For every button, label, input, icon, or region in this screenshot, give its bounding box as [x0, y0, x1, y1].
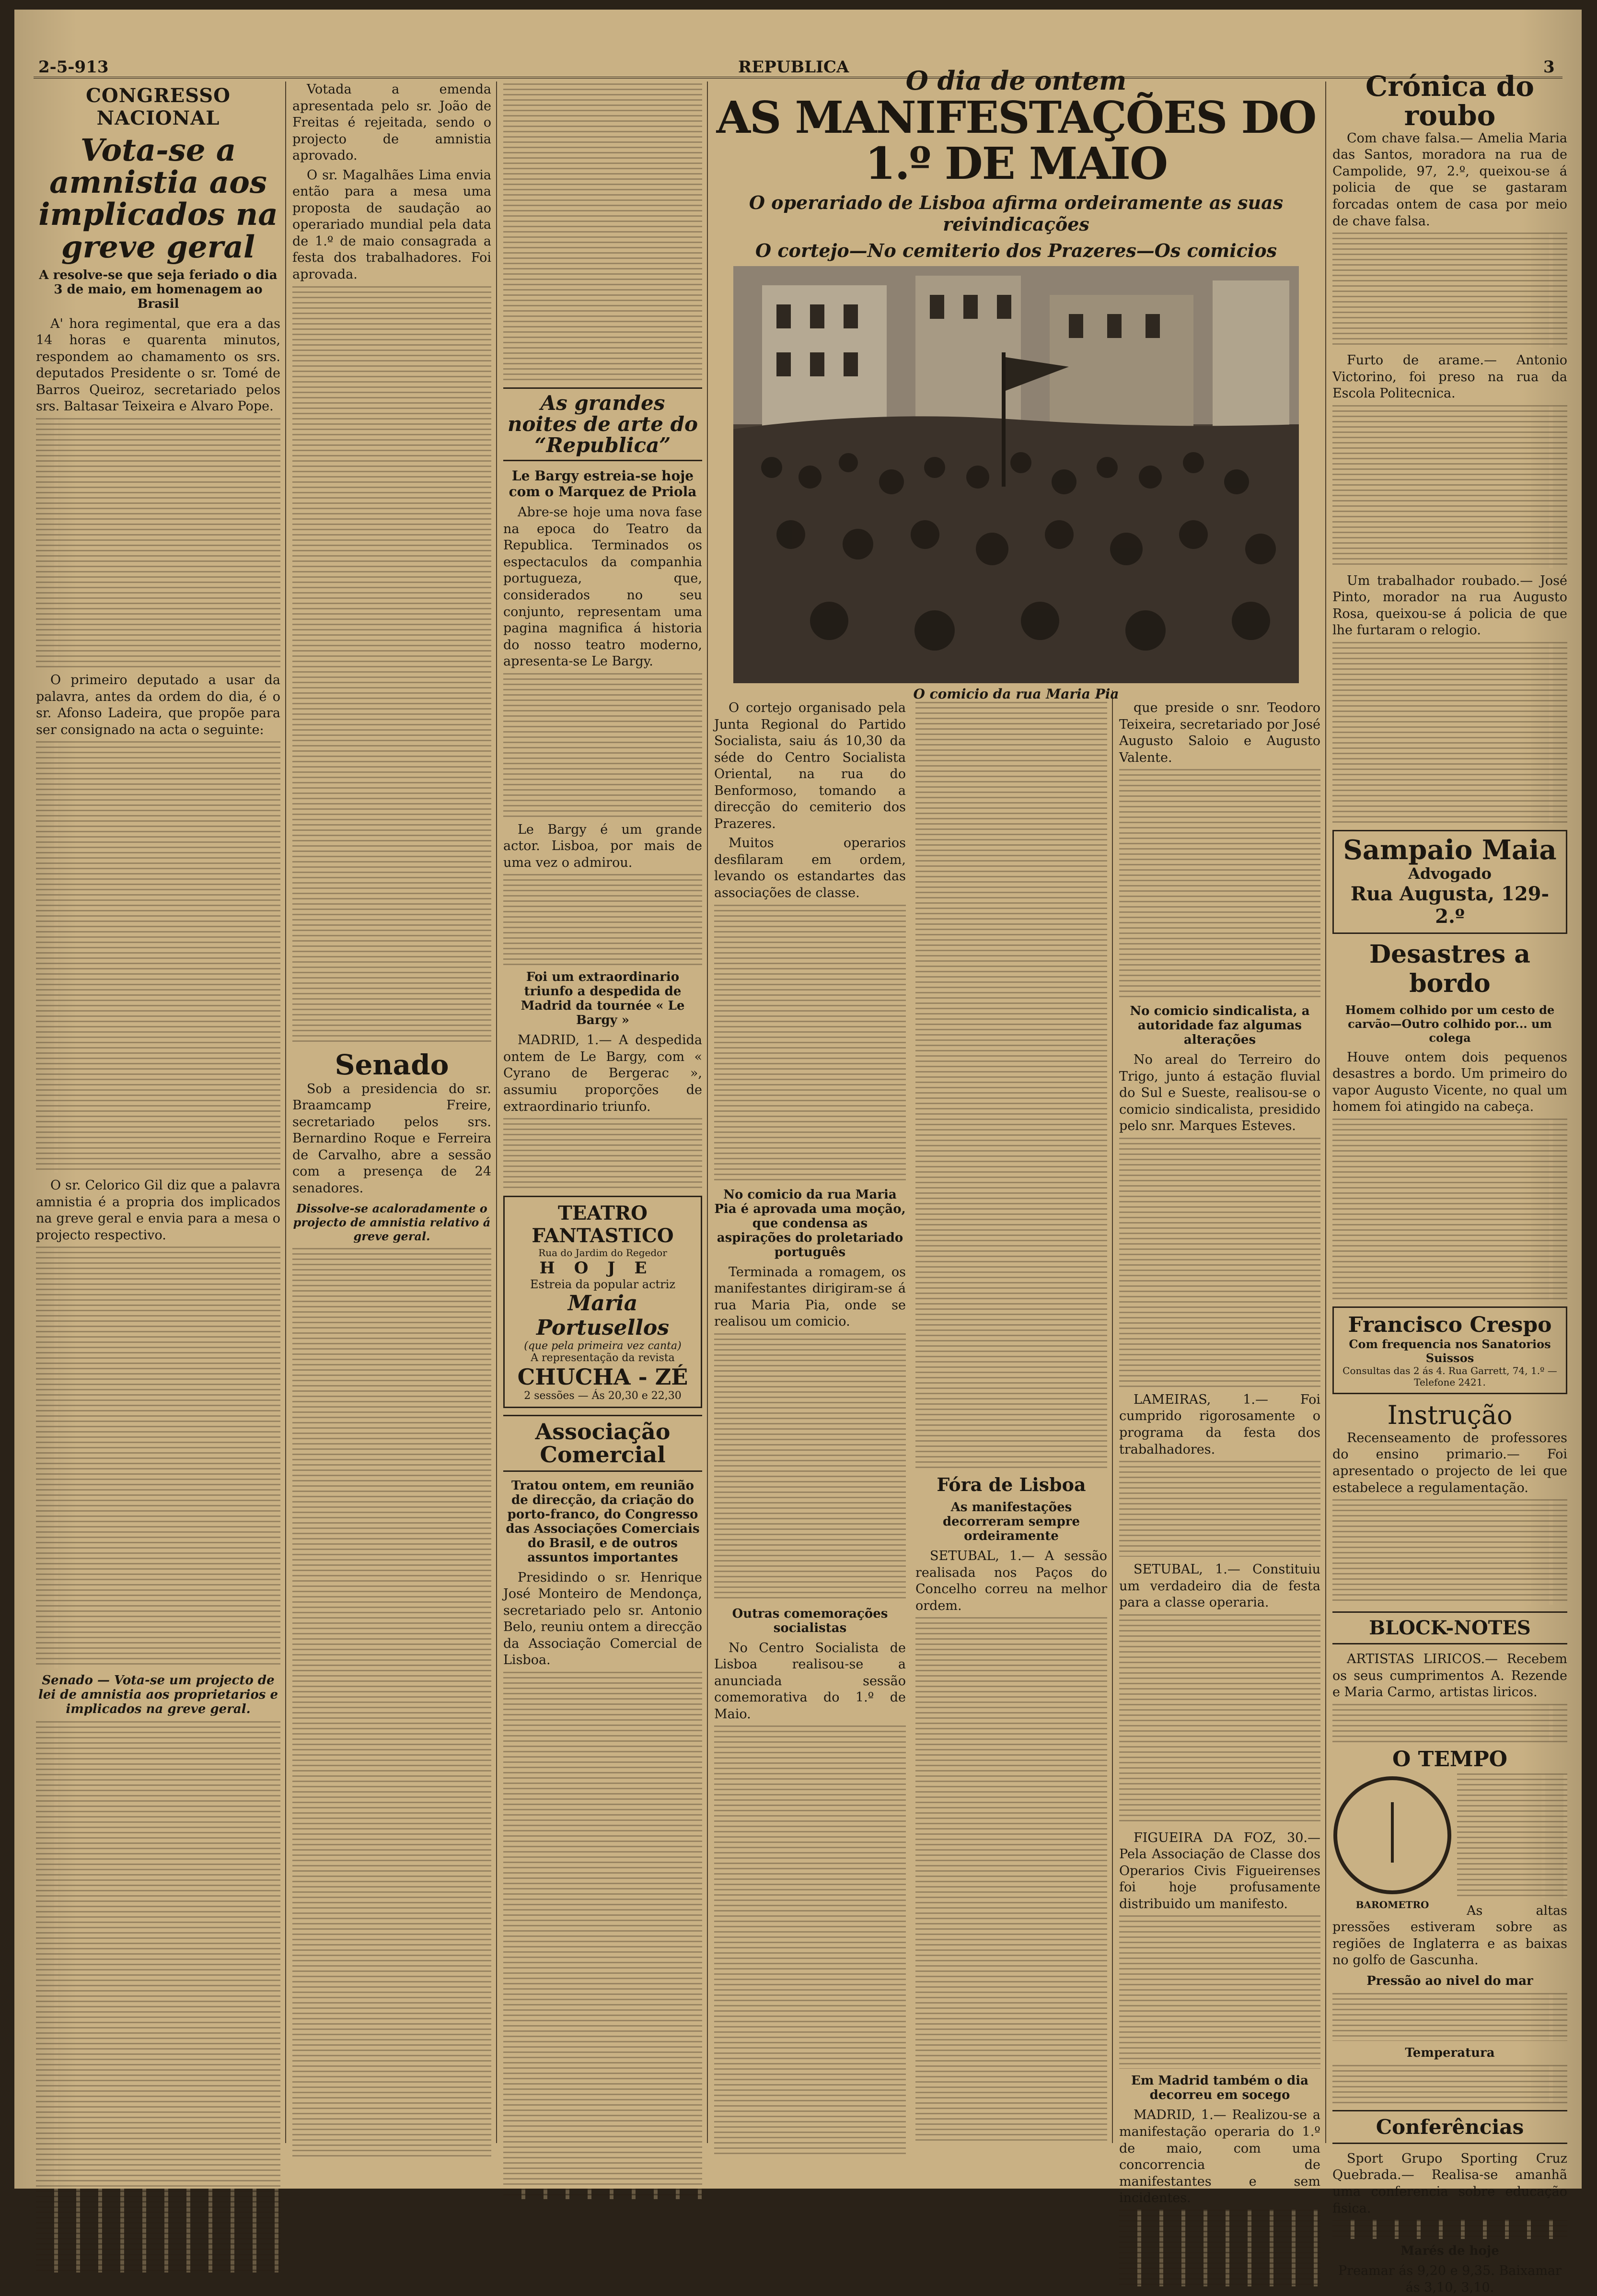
column-rule [707, 82, 708, 2143]
text-block [1332, 2220, 1567, 2239]
headline-conferencias: Conferências [1332, 2110, 1567, 2144]
tempo-text [1457, 1772, 1567, 1903]
barometer [1332, 1772, 1452, 1911]
theatre-note: (que pela primeira vez canta) [524, 1340, 682, 1352]
article-paragraph: Muitos operarios desfilaram em ordem, levando os estandartes das associações de classe. [714, 836, 906, 901]
text-block [1119, 769, 1320, 999]
column-6 [1332, 70, 1567, 2295]
text-block [915, 702, 1107, 1469]
text-block [292, 286, 491, 1044]
ad-sampaio-maia [1332, 830, 1567, 934]
column-4b [915, 700, 1107, 2149]
text-block [1119, 1614, 1320, 1825]
text-block [36, 1721, 280, 2273]
subheadline-temperatura: Temperatura [1405, 2045, 1495, 2060]
text-block [1119, 2210, 1320, 2286]
masthead-date: 2-5-913 [38, 58, 109, 77]
text-block [503, 673, 702, 817]
article-paragraph: Sob a presidencia do sr. Braamcamp Freire, secretariado pelos srs. Bernardino Roque e Ferreira de Carvalho, abre a sessão com a presença de 24 senadores. [292, 1081, 491, 1196]
subheadline-mares: Marés de hoje [1400, 2244, 1499, 2259]
subheadline: Dissolve-se acaloradamente o projecto de amnistia relativo á greve geral. [293, 1201, 491, 1244]
theatre-times: 2 sessões — Ás 20,30 e 22,30 [524, 1390, 682, 1402]
text-block [1332, 1499, 1567, 1605]
article-paragraph: Houve ontem dois pequenos desastres a bordo. Um primeiro do vapor Augusto Vicente, no qual um homem foi atingido na cabeça. [1332, 1049, 1567, 1115]
subheadline: Le Bargy estreia-se hoje com o Marquez de Priola [509, 468, 697, 500]
article-paragraph: O primeiro deputado a usar da palavra, antes da ordem do dia, é o sr. Afonso Ladeira, que propõe para ser consignado na acta o seguinte: [36, 673, 280, 737]
column-rule [285, 82, 286, 2143]
ad-text: Consultas das 2 ás 4. Rua Garrett, 74, 1.º — Telefone 2421. [1342, 1364, 1557, 1388]
article-paragraph: Abre-se hoje uma nova fase na epoca do Teatro da Republica. Terminados os espectaculos da companhia portugueza, que, considerados no seu conjunto, representam uma pagina magnifica á historia do nosso teatro moderno, apresenta-se Le Bargy. [503, 505, 702, 669]
text-block [1457, 1773, 1567, 1898]
article-paragraph: Presidindo o sr. Henrique José Monteiro de Mendonça, secretariado pelo sr. Antonio Belo, reuniu ontem a direcção da Associação Comercial de Lisboa. [503, 1570, 702, 1668]
subheadline: Outras comemorações socialistas [732, 1606, 888, 1635]
headline-amnistia: Vota-se a amnistia aos implicados na greve geral [38, 132, 278, 265]
article-paragraph: Le Bargy é um grande actor. Lisboa, por mais de uma vez o admirou. [503, 822, 702, 870]
banner-manifestacoes [714, 65, 1318, 702]
column-5 [1119, 700, 1320, 2206]
article-paragraph: O sr. Magalhães Lima envia então para a mesa uma proposta de saudação ao operariado mundial pela data de 1.º de maio consagrada a festa dos trabalhadores. Foi aprovada. [292, 167, 491, 282]
article-paragraph: As altas pressões estiveram sobre as regiões de Inglaterra e as baixas no golfo de Gascunha. [1332, 1903, 1567, 1968]
text-block [714, 1725, 906, 2157]
article-paragraph: Terminada a romagem, os manifestantes dirigiram-se á rua Maria Pia, onde se realisou um comicio. [714, 1264, 906, 1329]
theatre-ad [503, 1196, 702, 1408]
subheadline: No comicio sindicalista, a autoridade faz algumas alterações [1130, 1004, 1310, 1048]
article-paragraph: No Centro Socialista de Lisboa realisou-se a anunciada sessão comemorativa do 1.º de Maio. [714, 1640, 906, 1722]
ad-subtitle: Com frequencia nos Sanatorios Suissos [1349, 1337, 1551, 1365]
text-block [503, 83, 702, 381]
article-paragraph: O sr. Celorico Gil diz que a palavra amnistia é a propria dos implicados na greve geral e envia para a mesa o projecto respectivo. [36, 1178, 280, 1243]
section-title: CONGRESSO NACIONAL [86, 84, 231, 129]
ad-role: Advogado [1408, 864, 1492, 883]
text-block [36, 418, 280, 667]
subheadline-fora-de-lisboa: Fóra de Lisboa [937, 1474, 1086, 1495]
article-paragraph: que preside o snr. Teodoro Teixeira, secretariado por José Augusto Saloio e Augusto Valente. [1119, 700, 1320, 765]
headline-manifestacoes: AS MANIFESTAÇÕES DO 1.º DE MAIO [716, 91, 1316, 190]
text-block [1332, 1704, 1567, 1742]
article-paragraph: Um trabalhador roubado.— José Pinto, morador na rua Augusto Rosa, queixou-se á policia de que lhe furtaram o relogio. [1332, 573, 1567, 638]
article-paragraph: O cortejo organisado pela Junta Regional do Partido Socialista, saiu ás 10,30 da séde do Centro Socialista Oriental, na rua do Benformoso, tomando a direcção do cemiterio dos Prazeres. [714, 700, 906, 831]
column-4 [714, 700, 1107, 2181]
headline-cronica-do-roubo: Crónica do roubo [1366, 70, 1534, 132]
article-paragraph: Votada a emenda apresentada pelo sr. João de Freitas é rejeitada, sendo o projecto de amnistia aprovado. [292, 82, 491, 163]
column-4a [714, 700, 906, 2162]
subheadline: Foi um extraordinario triunfo a despedida de Madrid da tournée « Le Bargy » [521, 970, 685, 1028]
subheadline: Homem colhido por um cesto de carvão—Outro colhido por... um colega [1345, 1002, 1555, 1045]
text-block [1332, 233, 1567, 348]
theatre-play: CHUCHA - ZÉ [517, 1364, 688, 1390]
ad-francisco-crespo [1332, 1306, 1567, 1394]
article-paragraph: FIGUEIRA DA FOZ, 30.— Pela Associação de Classe dos Operarios Civis Figueirenses foi hoje profusamente distribuido um manifesto. [1119, 1830, 1320, 1911]
column-2 [292, 82, 491, 2181]
text-block [1119, 1461, 1320, 1557]
newspaper-page [14, 10, 1582, 2295]
deck-operariado: O operariado de Lisboa afirma ordeiramente as suas reivindicações [749, 191, 1284, 235]
headline-o-tempo: O TEMPO [1392, 1747, 1508, 1772]
barometer-dial-icon [1333, 1776, 1451, 1894]
barometer-label: BAROMETRO [1355, 1899, 1429, 1911]
headline-block-notes: BLOCK-NOTES [1332, 1611, 1567, 1644]
theatre-today: HOJE [539, 1259, 666, 1278]
text-block [1332, 642, 1567, 824]
subheadline: Senado — Vota-se um projecto de lei de amnistia aos proprietarios e implicados na greve geral. [38, 1673, 278, 1717]
column-rule [1325, 82, 1326, 2143]
ad-name: Sampaio Maia [1343, 834, 1557, 866]
column-3 [503, 82, 702, 2181]
article-paragraph: SETUBAL, 1.— A sessão realisada nos Paços do Concelho correu na melhor ordem. [915, 1549, 1107, 1613]
text-block [915, 1617, 1107, 2144]
theatre-line: Estreia da popular actriz [530, 1278, 675, 1292]
mares-text: Preamar ás 9,20 e 9,35. Baixamar ás 3,10, 3,10. [1338, 2263, 1562, 2295]
theatre-actress: Maria Portusellos [536, 1291, 670, 1340]
text-block [714, 905, 906, 1183]
text-block [292, 1248, 491, 2159]
subheadline: As manifestações decorreram sempre ordeiramente [942, 1500, 1080, 1543]
text-block [503, 874, 702, 965]
ad-address: Rua Augusta, 129-2.º [1350, 882, 1550, 928]
article-paragraph: ARTISTAS LIRICOS.— Recebem os seus cumprimentos A. Rezende e Maria Carmo, artistas liricos. [1332, 1652, 1567, 1700]
headline-desastres: Desastres a bordo [1369, 939, 1530, 998]
text-block [36, 1247, 280, 1668]
article-paragraph: Recenseamento de professores do ensino primario.— Foi apresentado o projecto de lei que estabelece a regulamentação. [1332, 1430, 1567, 1495]
theatre-revue: A representação da revista [531, 1352, 675, 1364]
text-block [503, 1118, 702, 1190]
article-paragraph: Furto de arame.— Antonio Victorino, foi preso na rua da Escola Politecnica. [1332, 353, 1567, 401]
masthead-paper: REPUBLICA [738, 58, 849, 77]
subheadline: Em Madrid também o dia decorreu em socego [1131, 2074, 1308, 2103]
text-block [36, 741, 280, 1173]
text-block [1332, 1993, 1567, 2041]
column-rule [496, 82, 497, 2143]
text-block [1332, 2065, 1567, 2103]
photo-comicio [733, 266, 1299, 683]
article-paragraph: LAMEIRAS, 1.— Foi cumprido rigorosamente o programa da festa dos trabalhadores. [1119, 1392, 1320, 1457]
article-paragraph: SETUBAL, 1.— Constituiu um verdadeiro dia de festa para a classe operaria. [1119, 1562, 1320, 1610]
kicker-dia-de-ontem: O dia de ontem [905, 65, 1127, 96]
text-block [1119, 1915, 1320, 2069]
article-paragraph: Sport Grupo Sporting Cruz Quebrada.— Realisa-se amanhã uma conferencia sobre educação fisica. [1332, 2151, 1567, 2216]
headline-instrucao: Instrução [1387, 1399, 1513, 1430]
photo-crowd-illustration [733, 266, 1299, 683]
article-paragraph: No areal do Terreiro do Trigo, junto á estação fluvial do Sul e Sueste, realisou-se o comicio sindicalista, presidido pelo snr. Marques Esteves. [1119, 1052, 1320, 1134]
article-paragraph: A' hora regimental, que era a das 14 horas e quarenta minutos, respondem ao chamamento os srs. deputados Presidente o sr. Tomé de Barros Queiroz, secretariado pelos srs. Baltasar Teixeira e Alvaro Pope. [36, 316, 280, 414]
section-senado: Senado [335, 1048, 449, 1081]
article-paragraph: MADRID, 1.— Realizou-se a manifestação operaria do 1.º de maio, com uma concorrencia de manifestantes e sem incidentes. [1119, 2108, 1320, 2206]
text-block [503, 1672, 702, 2199]
text-block [714, 1333, 906, 1602]
article-paragraph: Com chave falsa.— Amelia Maria das Santos, moradora na rua de Campolide, 97, 2.º, queixou-se á policia de que se gastaram forcadas ontem de casa por meio de chave falsa. [1332, 130, 1567, 229]
headline-grandes-noites: As grandes noites de arte do “Republica” [503, 387, 702, 461]
headline-associacao: Associação Comercial [503, 1415, 702, 1472]
article-paragraph: MADRID, 1.— A despedida ontem de Le Bargy, com « Cyrano de Bergerac », assumiu proporções de extraordinario triunfo. [503, 1033, 702, 1114]
subheadline-pressao: Pressão ao nivel do mar [1366, 1973, 1533, 1988]
ad-name: Francisco Crespo [1348, 1312, 1552, 1337]
text-block [1332, 405, 1567, 568]
subheadline: Tratou ontem, em reunião de direcção, da criação do porto-franco, do Congresso das Associações Comerciais do Brasil, e de outros assuntos importantes [506, 1478, 700, 1565]
text-block [1332, 1119, 1567, 1301]
subheadline: A resolve-se que seja feriado o dia 3 de maio, em homenagem ao Brasil [39, 268, 278, 311]
photo-caption: O comicio da rua Maria Pia [913, 686, 1119, 702]
theatre-name: TEATRO FANTASTICO [532, 1202, 674, 1247]
deck-cortejo: O cortejo—No cemiterio dos Prazeres—Os comicios [755, 239, 1277, 261]
column-1 [36, 82, 280, 2181]
theatre-address: Rua do Jardim do Regedor [538, 1247, 667, 1259]
text-block [1119, 1138, 1320, 1387]
column-rule [1112, 690, 1113, 2143]
subheadline: No comicio da rua Maria Pia é aprovada uma moção, que condensa as aspirações do proletariado português [714, 1187, 906, 1259]
masthead-page-number: 3 [1543, 58, 1555, 77]
